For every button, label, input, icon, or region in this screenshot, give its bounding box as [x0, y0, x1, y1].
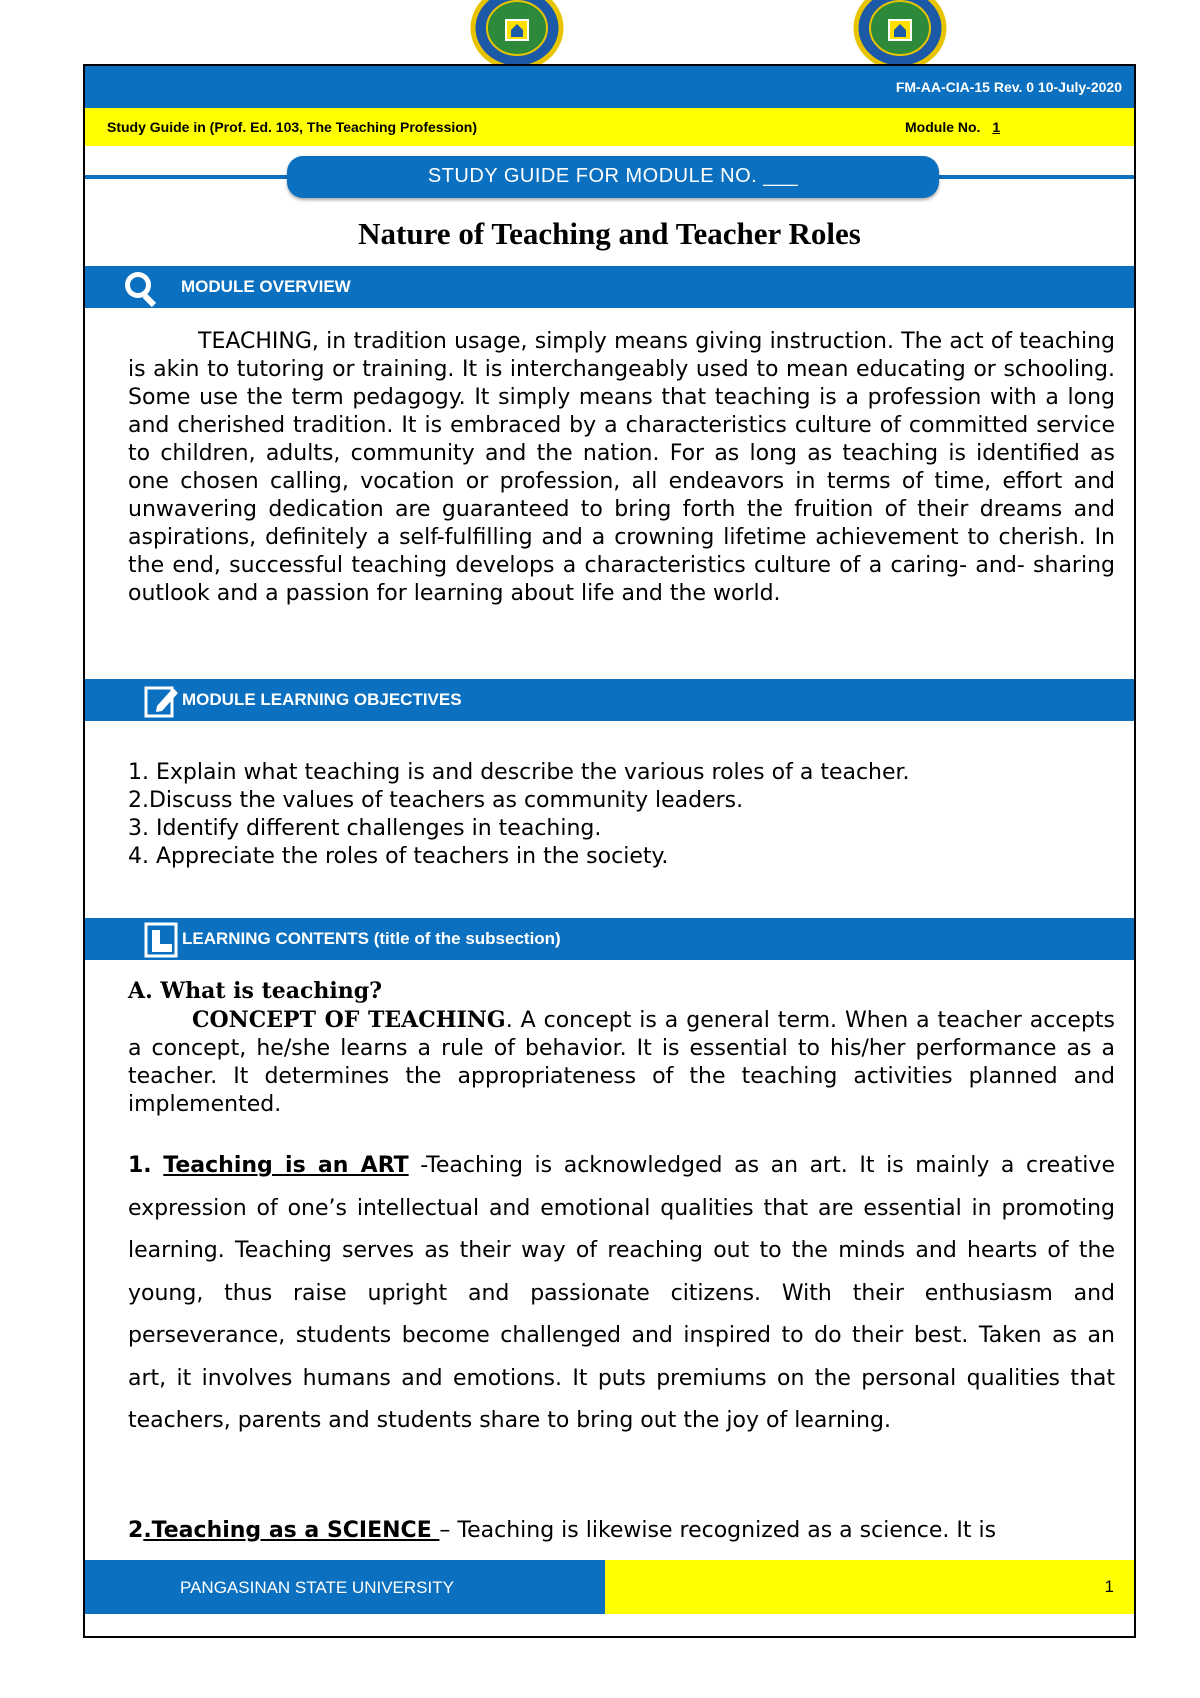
objective-item: 4. Appreciate the roles of teachers in the society. — [128, 844, 669, 869]
university-seal-right — [848, 0, 952, 66]
module-number — [905, 119, 1008, 135]
header-blue-band — [85, 66, 1134, 108]
form-code: FM-AA-CIA-15 Rev. 0 10-July-2020 — [895, 79, 1122, 95]
footer-university: PANGASINAN STATE UNIVERSITY — [180, 1578, 454, 1597]
module-no-value: 1 — [992, 119, 1001, 135]
art-number: 1. — [128, 1153, 152, 1178]
science-body: – Teaching is likewise recognized as a science. It is — [439, 1518, 997, 1543]
learning-objectives-label: MODULE LEARNING OBJECTIVES — [182, 690, 462, 709]
banner-line-left — [85, 175, 290, 179]
science-paragraph — [128, 1517, 1115, 1545]
science-number: 2 — [128, 1518, 144, 1543]
study-guide-line: Study Guide in (Prof. Ed. 103, The Teaching Profession) — [107, 119, 478, 135]
page-title: Nature of Teaching and Teacher Roles — [358, 216, 861, 251]
header-yellow-band — [85, 108, 1134, 146]
learning-objectives-header — [85, 679, 1134, 721]
footer-blue-band — [85, 1560, 605, 1614]
art-paragraph — [128, 1145, 1115, 1443]
concept-term: CONCEPT OF TEACHING — [192, 1007, 506, 1033]
overview-paragraph: TEACHING, in tradition usage, simply means giving instruction. The act of teaching is akin to tutoring or training. It is interchangeably used to mean educating or schooling. Some use the term pedagogy. It simply means that teaching is a profession with a long and cherished tradition. It is embraced by a characteristics culture of committed service to children, adults, community and the nation. For as long as teaching is identified as one chosen calling, vocation or profession, all endeavors in terms of time, effort and unwavering dedication are guaranteed to bring forth the fruition of their dreams and aspirations, definitely a self-fulfilling and a crowning lifetime achievement to cherish. In the end, successful teaching develops a characteristics culture of a caring- and- sharing outlook and a passion for learning about life and the world. — [128, 329, 1115, 606]
book-icon — [143, 921, 181, 959]
objective-item: 2.Discuss the values of teachers as community leaders. — [128, 788, 744, 813]
module-overview-label: MODULE OVERVIEW — [181, 277, 351, 296]
banner-text: STUDY GUIDE FOR MODULE NO. ___ — [427, 165, 799, 187]
art-body: -Teaching is acknowledged as an art. It is mainly a creative expression of one’s intellectual and emotional qualities that are essential in promoting learning. Teaching serves as their way of reaching out to the minds and hearts of the young, thus raise upright and passionate citizens. With their enthusiasm and perseverance, students become challenged and inspired to do their best. Taken as an art, it involves humans and emotions. It puts premiums on the personal qualities that teachers, parents and students share to bring out the joy of learning. — [128, 1153, 1115, 1433]
concept-paragraph — [128, 1006, 1115, 1119]
footer-yellow-band — [605, 1560, 1134, 1614]
art-term: Teaching is an ART — [163, 1153, 409, 1178]
banner-line-right — [936, 175, 1134, 179]
edit-note-icon — [143, 682, 181, 720]
page-number: 1 — [1104, 1577, 1114, 1596]
module-no-label: Module No. — [905, 119, 981, 135]
science-term: .Teaching as a SCIENCE — [143, 1518, 440, 1543]
university-seal-left — [465, 0, 569, 66]
objectives-list — [128, 759, 1115, 871]
subsection-heading: A. What is teaching? — [128, 978, 382, 1004]
magnifier-icon — [121, 268, 161, 308]
module-overview-header — [85, 266, 1134, 308]
objective-item: 1. Explain what teaching is and describe the various roles of a teacher. — [128, 760, 910, 785]
study-guide-banner — [287, 156, 939, 198]
learning-contents-label: LEARNING CONTENTS (title of the subsection) — [182, 929, 561, 948]
objective-item: 3. Identify different challenges in teaching. — [128, 816, 602, 841]
learning-contents-header — [85, 918, 1134, 960]
concept-body: . A concept is a general term. When a teacher accepts a concept, he/she learns a rule of behavior. It is essential to his/her performance as a teacher. It determines the appropriateness of the teaching activities planned and implemented. — [128, 1008, 1115, 1117]
